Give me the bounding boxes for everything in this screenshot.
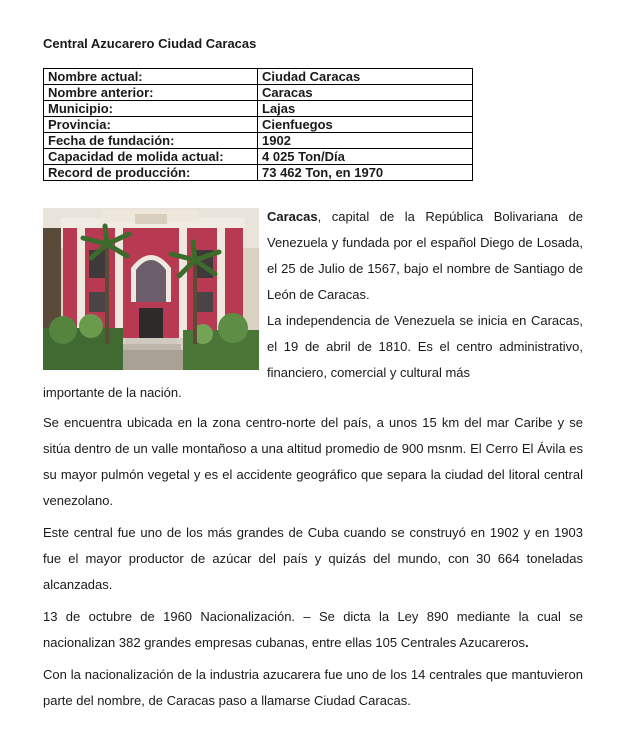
renaming-paragraph: Con la nacionalización de la industria azucarera fue uno de los 14 centrales que mantuvieron parte del nombre, de Caracas paso a llamarse Ciudad Caracas.	[43, 667, 583, 708]
info-table-row	[44, 149, 473, 165]
info-table-value: 4 025 Ton/Día	[258, 149, 473, 165]
body-text-block	[43, 410, 583, 720]
info-table-row	[44, 165, 473, 181]
info-table-value: Lajas	[258, 101, 473, 117]
info-table-row	[44, 117, 473, 133]
info-table-row	[44, 101, 473, 117]
info-table-value: Caracas	[258, 85, 473, 101]
intro-paragraph-rest: , capital de la República Bolivariana de Venezuela y fundada por el español Diego de Losada, el 25 de Julio de 1567, bajo el nombre de Santiago de León de Caracas.	[267, 209, 583, 302]
info-table-label: Municipio:	[44, 101, 258, 117]
info-table-value: 73 462 Ton, en 1970	[258, 165, 473, 181]
info-table-label: Nombre actual:	[44, 69, 258, 85]
history-paragraph: Este central fue uno de los más grandes de Cuba cuando se construyó en 1902 y en 1903 fue el mayor productor de azúcar del país y quizás del mundo, con 30 664 toneladas alcanzadas.	[43, 525, 583, 592]
location-paragraph: Se encuentra ubicada en la zona centro-norte del país, a unos 15 km del mar Caribe y se sitúa dentro de un valle montañoso a una altitud promedio de 900 msnm. El Cerro El Ávila es su mayor pulmón vegetal y es el accidente geográfico que separa la ciudad del litoral central venezolano.	[43, 415, 583, 508]
document-title: Central Azucarero Ciudad Caracas	[43, 36, 257, 51]
info-table-row	[44, 85, 473, 101]
info-table-row	[44, 133, 473, 149]
info-table-label: Record de producción:	[44, 165, 258, 181]
building-photo	[43, 208, 259, 370]
independence-paragraph: La independencia de Venezuela se inicia en Caracas, el 19 de abril de 1810. Es el centro administrativo, financiero, comercial y cultural más	[267, 313, 583, 380]
info-table-label: Provincia:	[44, 117, 258, 133]
nationalization-text: 13 de octubre de 1960 Nacionalización. – Se dicta la Ley 890 mediante la cual se nacionalizan 382 grandes empresas cubanas, entre ellas 105 Centrales Azucareros	[43, 609, 583, 650]
info-table-label: Capacidad de molida actual:	[44, 149, 258, 165]
info-table-value: Ciudad Caracas	[258, 69, 473, 85]
info-table-label: Nombre anterior:	[44, 85, 258, 101]
intro-bold-word: Caracas	[267, 209, 318, 224]
independence-paragraph-continuation: importante de la nación.	[43, 385, 182, 400]
intro-text-block	[267, 204, 583, 386]
intro-paragraph	[267, 204, 583, 308]
info-table-label: Fecha de fundación:	[44, 133, 258, 149]
nationalization-paragraph	[43, 604, 583, 656]
info-table-row	[44, 69, 473, 85]
info-table-value: 1902	[258, 133, 473, 149]
info-table-value: Cienfuegos	[258, 117, 473, 133]
info-table	[43, 68, 473, 181]
nationalization-period: .	[525, 635, 529, 650]
